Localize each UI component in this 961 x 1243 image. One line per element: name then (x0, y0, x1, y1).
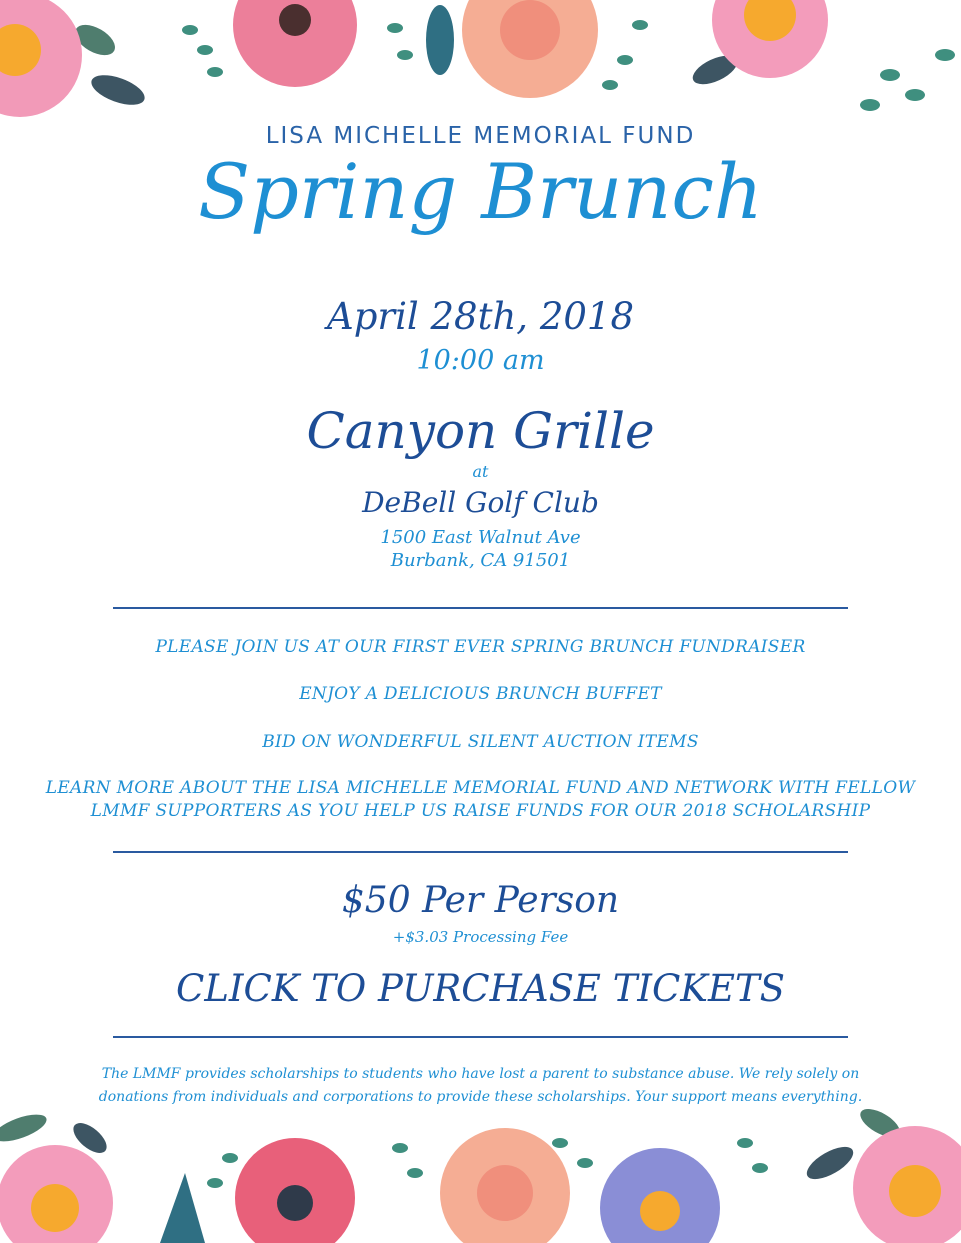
peach-peony-icon (440, 1128, 570, 1243)
periwinkle-flower-icon (600, 1148, 720, 1243)
peach-peony-icon (462, 0, 598, 98)
detail-line: ENJOY A DELICIOUS BRUNCH BUFFET (299, 684, 662, 704)
address-line-1: 1500 East Walnut Ave (380, 527, 581, 548)
pink-flower-icon (0, 0, 82, 117)
divider (113, 607, 848, 609)
detail-line: BID ON WONDERFUL SILENT AUCTION ITEMS (262, 732, 699, 752)
venue-at-label: at (472, 462, 489, 481)
footer-text: The LMMF provides scholarships to students who have lost a parent to substance abuse. We rely solely on (101, 1066, 860, 1082)
detail-line: LMMF SUPPORTERS AS YOU HELP US RAISE FUNDS FOR OUR 2018 SCHOLARSHIP (90, 801, 871, 821)
organization-name: LISA MICHELLE MEMORIAL FUND (265, 123, 696, 149)
floral-border-top (0, 0, 961, 135)
detail-line: PLEASE JOIN US AT OUR FIRST EVER SPRING BRUNCH FUNDRAISER (155, 637, 806, 657)
pink-flower-icon (0, 1145, 113, 1243)
red-anemone-icon (233, 0, 357, 87)
footer-text: donations from individuals and corporations to provide these scholarships. Your support means everything. (98, 1089, 863, 1105)
red-anemone-icon (235, 1138, 355, 1243)
event-date: April 28th, 2018 (327, 295, 634, 338)
event-time: 10:00 am (416, 345, 545, 376)
processing-fee: +$3.03 Processing Fee (392, 928, 569, 946)
divider (113, 851, 848, 853)
divider (113, 1036, 848, 1038)
purchase-tickets-link[interactable]: CLICK TO PURCHASE TICKETS (176, 967, 785, 1010)
venue-name: Canyon Grille (306, 402, 655, 460)
ticket-price: $50 Per Person (341, 880, 620, 921)
pink-flower-icon (853, 1126, 961, 1243)
floral-border-bottom (0, 1103, 961, 1243)
event-title: Spring Brunch (198, 147, 763, 236)
address-line-2: Burbank, CA 91501 (390, 550, 571, 571)
club-name: DeBell Golf Club (362, 486, 599, 519)
detail-line: LEARN MORE ABOUT THE LISA MICHELLE MEMORIAL FUND AND NETWORK WITH FELLOW (45, 778, 916, 798)
